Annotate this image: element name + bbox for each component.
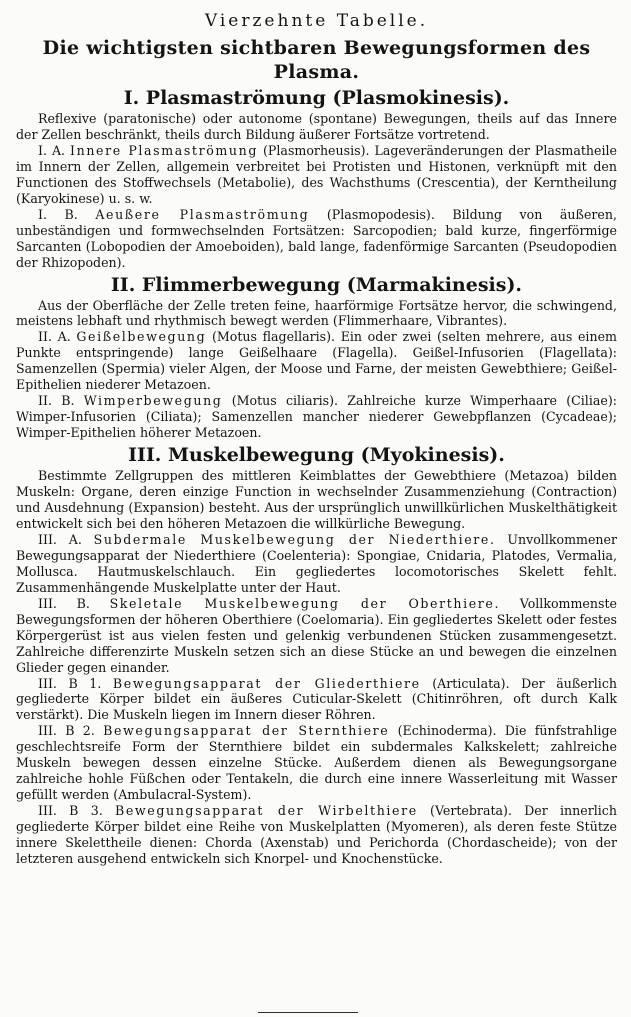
- section-heading: I. Plasmaströmung (Plasmokinesis).: [123, 87, 510, 109]
- section-intro: Aus der Oberfläche der Zelle treten feine, haarförmige Fortsätze hervor, die schwingend, meistens lebhaft und rhythmisch bewegt werden (Flimmerhaare, Vibrantes).: [16, 297, 617, 329]
- entry: [16, 676, 617, 724]
- entry-term: Bewegungsapparat der Sternthiere: [103, 723, 390, 739]
- entry-label: III. A.: [38, 531, 82, 547]
- footer-rule: [258, 1012, 358, 1013]
- entry-text: (Echinoderma). Die fünfstrahlige geschlechtsreife Form der Sternthiere bildet ein subdermales Kalkskelett; zahlreiche Muskeln bewegen dessen einzelne Stücke. Außerdem dienen als Bewegungsorgane zahlreiche hohle Füßchen oder Tentakeln, die durch eine innere Wasserleitung mit Wasser gefüllt werden (Ambulacral-System).: [16, 723, 617, 803]
- entry-term: Geißelbewegung: [76, 329, 207, 345]
- entry-text: (Motus flagellaris). Ein oder zwei (selten mehrere, aus einem Punkte entspringende) lange Geißelhaare (Flagella). Geißel-Infusorien (Flagellata): Samenzellen (Spermia) vieler Algen, der Moose und Farne, der meisten Gewebthiere; Geißel-Epithelien niederer Metazoen.: [16, 329, 617, 393]
- entry-label: II. A.: [38, 329, 71, 345]
- entry-term: Skeletale Muskelbewegung der Oberthiere.: [109, 595, 501, 611]
- entry: [16, 329, 617, 393]
- entry: [16, 393, 617, 441]
- entry-term: Innere Plasmaströmung: [70, 142, 259, 158]
- running-header: Vierzehnte Tabelle.: [204, 11, 429, 31]
- entry-term: Wimperbewegung: [83, 393, 223, 409]
- entry: [16, 143, 617, 207]
- entry-label: I. B.: [38, 206, 78, 222]
- entry: [16, 723, 617, 803]
- entry-text: (Plasmopodesis). Bildung von äußeren, unbeständigen und formwechselnden Fortsätzen: Sarcopodien; bald kurze, fingerförmige Sarcanten (Lobopodien der Amoeboiden), bald lange, fadenförmige Sarcanten (Pseudopodien der Rhizopoden).: [16, 206, 617, 270]
- entry-text: (Motus ciliaris). Zahlreiche kurze Wimperhaare (Ciliae): Wimper-Infusorien (Ciliata); Samenzellen mancher niederer Gewebpflanzen (Cycadeae); Wimper-Epithelien höherer Metazoen.: [16, 393, 617, 441]
- entry: [16, 596, 617, 676]
- entry-text: Unvollkommener Bewegungsapparat der Niederthiere (Coelenteria): Spongiae, Cnidaria, Platodes, Vermalia, Mollusca. Hautmuskelschlauch. Ein gegliedertes locomotorisches Skelett fehlt. Zusammenhängende Muskelplatte unter der Haut.: [16, 531, 618, 595]
- section-flimmerbewegung: [16, 273, 617, 442]
- section-intro: Bestimmte Zellgruppen des mittleren Keimblattes der Gewebthiere (Metazoa) bilden Muskeln: Organe, deren einzige Function in wechselnder Zusammenziehung (Contraction) und Ausdehnung (Expansion) besteht. Aus der ursprünglich unwillkürlichen Muskelthätigkeit entwickelt sich bei den höheren Metazoen die willkürliche Bewegung.: [16, 468, 617, 531]
- entry-text: (Vertebrata). Der innerlich gegliederte Körper bildet eine Reihe von Muskelplatten (Myomeren), als deren feste Stütze innere Skelettheile dienen: Chorda (Axenstab) und Perichorda (Chordascheide); von der letzteren ausgehend entwickeln sich Knorpel- und Knochenstücke.: [16, 803, 617, 866]
- entry: [16, 803, 617, 867]
- section-intro: Reflexive (paratonische) oder autonome (spontane) Bewegungen, theils auf das Innere der Zellen beschränkt, theils durch Bildung äußerer Fortsätze vortretend.: [16, 111, 617, 142]
- entry-label: I. A.: [38, 142, 66, 158]
- entry-label: III. B 1.: [38, 675, 102, 691]
- entry-text: (Plasmorheusis). Lageveränderungen der Plasmatheile im Innern der Zellen, allgemein verbreitet bei Protisten und Histonen, verknüpft mit den Functionen des Stoffwechsels (Metabolie), des Wachsthums (Crescentia), der Kerntheilung (Karyokinese) u. s. w.: [16, 142, 617, 206]
- entry-label: II. B.: [38, 393, 75, 409]
- entry-term: Aeußere Plasmaströmung: [95, 206, 310, 222]
- entry: [16, 532, 617, 596]
- section-heading: III. Muskelbewegung (Myokinesis).: [128, 444, 505, 467]
- entry-label: III. B 2.: [38, 723, 95, 739]
- entry: [16, 207, 617, 271]
- entry-term: Bewegungsapparat der Gliederthiere: [112, 675, 421, 691]
- entry-label: III. B.: [38, 595, 90, 611]
- section-muskelbewegung: [16, 443, 617, 867]
- section-plasmastroemung: [16, 86, 617, 271]
- entry-term: Bewegungsapparat der Wirbelthiere: [114, 803, 418, 819]
- entry-text: (Articulata). Der äußerlich gegliederte Körper bildet ein äußeres Cuticular-Skelett (Chitinröhren, oft durch Kalk verstärkt). Die Muskeln liegen im Innern dieser Röhren.: [16, 675, 617, 723]
- table-title: Die wichtigsten sichtbaren Bewegungsformen des Plasma.: [42, 37, 591, 83]
- entry-term: Subdermale Muskelbewegung der Niederthiere.: [93, 531, 496, 547]
- entry-text: Vollkommenste Bewegungsformen der höheren Oberthiere (Coelomaria). Ein gegliedertes Skelett oder festes Körpergerüst ist aus vielen festen und gelenkig verbundenen Stücken zusammengesetzt. Zahlreiche differenzirte Muskeln setzen sich an diese Stücke an und bewegen die einzelnen Glieder gegen einander.: [16, 595, 617, 675]
- entry-label: III. B 3.: [38, 803, 103, 819]
- section-heading: II. Flimmerbewegung (Marmakinesis).: [110, 273, 523, 296]
